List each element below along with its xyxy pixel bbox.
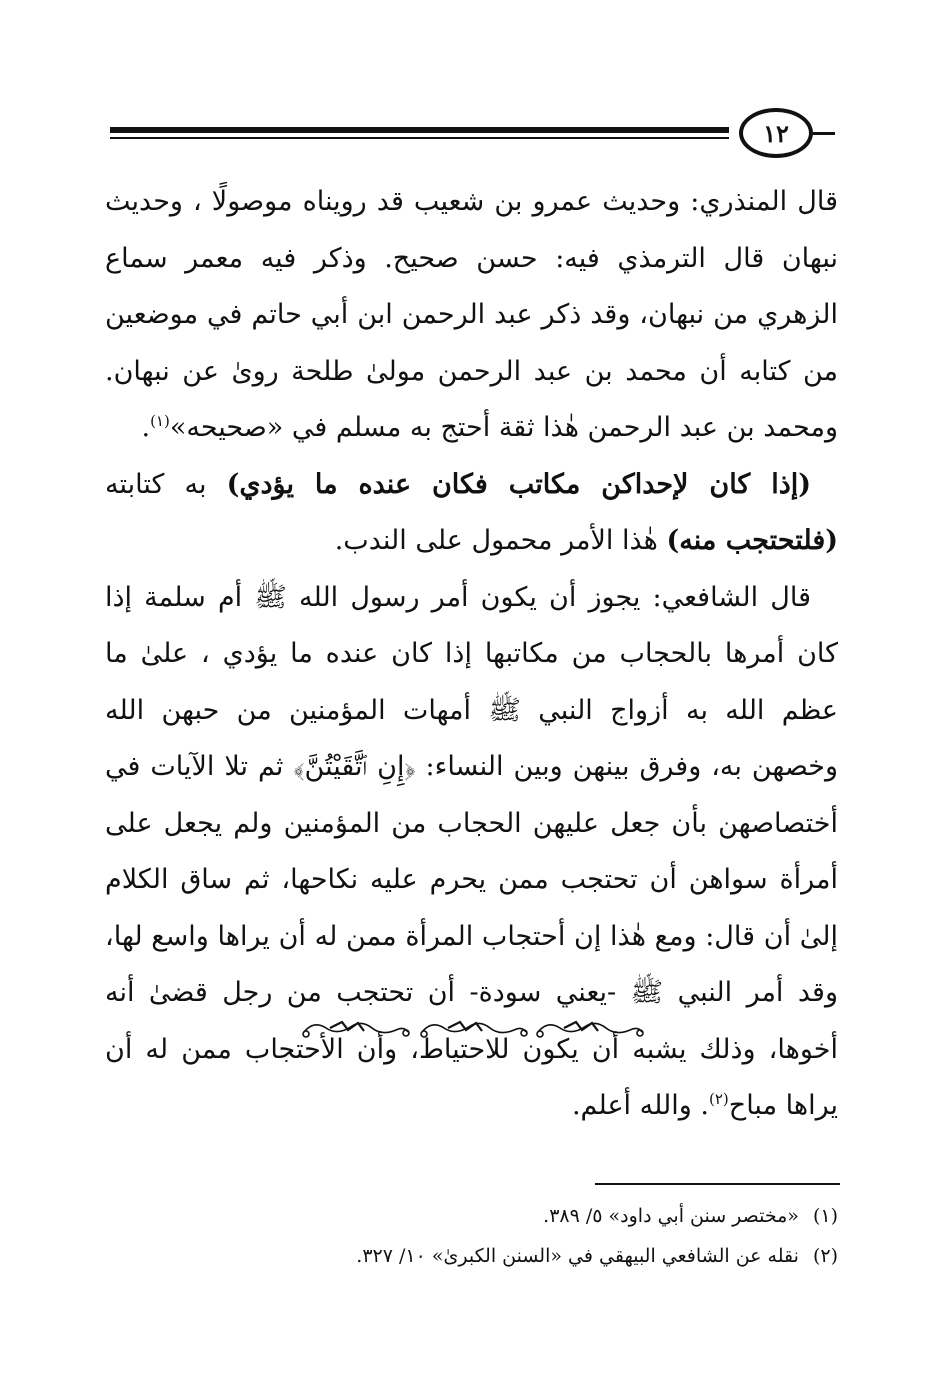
footnote-ref-2: (٢) — [708, 1090, 729, 1108]
main-text — [105, 174, 838, 1135]
footnote-separator — [595, 1183, 840, 1185]
footnote-1 — [105, 1196, 838, 1236]
paragraph-3 — [105, 570, 838, 1135]
header-rule-thin — [110, 137, 729, 139]
hadith-quote-1: (إذا كان لإحداكن مكاتب فكان عنده ما يؤدي) — [226, 468, 811, 500]
hadith-quote-2: (فلتحتجب منه) — [666, 525, 838, 556]
footnote-text: نقله عن الشافعي البيهقي في «السنن الكبرىٰ» ١٠/ ٣٢٧. — [356, 1245, 799, 1267]
ornament-motif — [537, 1022, 643, 1037]
footnote-number: (٢) — [812, 1245, 838, 1267]
paragraph-2-rest: هٰذا الأمر محمول على الندب. — [334, 525, 667, 556]
footnote-text: «مختصر سنن أبي داود» ٥/ ٣٨٩. — [543, 1205, 799, 1227]
header-rule — [110, 127, 729, 133]
page-number: ١٢ — [739, 108, 813, 158]
footnote-2 — [105, 1236, 838, 1276]
header-rule-tail — [813, 132, 835, 135]
footnotes — [105, 1196, 838, 1276]
ornament-motif — [303, 1022, 409, 1037]
paragraph-2 — [105, 457, 838, 570]
ornament-motif — [421, 1022, 527, 1037]
paragraph-1-end: . — [141, 412, 151, 443]
paragraph-1 — [105, 174, 838, 457]
paragraph-3-text: قال الشافعي: يجوز أن يكون أمر رسول الله ﷺ أم سلمة إذا كان أمرها بالحجاب من مكاتبها إذا كان عنده ما يؤدي ، علىٰ ما عظم الله به أزواج النبي ﷺ أمهات المؤمنين من حبهن الله وخصهن به، وفرق بينهن وبين النساء: ﴿إِنِ ٱتَّقَيْتُنَّ﴾ ثم تلا الآيات في أختصاصهن بأن جعل عليهن الحجاب من المؤمنين ولم يجعل على أمرأة سواهن أن تحتجب ممن يحرم عليه نكاحها، ثم ساق الكلام إلىٰ أن قال: ومع هٰذا إن أحتجاب المرأة ممن له أن يراها واسع لها، وقد أمر النبي ﷺ -يعني سودة- أن تحتجب من رجل قضىٰ أنه أخوها، وذلك يشبه أن يكون للاحتياط، وأن الأحتجاب ممن له أن يراها مباح — [105, 581, 838, 1121]
paragraph-3-end: . والله أعلم. — [571, 1090, 709, 1121]
footnote-ref-1: (١) — [150, 412, 170, 430]
page-header — [110, 108, 835, 166]
paragraph-2-mid: به كتابته — [105, 468, 227, 500]
paragraph-1-text: قال المنذري: وحديث عمرو بن شعيب قد رويناه موصولًا ، وحديث نبهان قال الترمذي فيه: حسن صحيح. وذكر فيه معمر سماع الزهري من نبهان، وقد ذكر عبد الرحمن ابن أبي حاتم في موضعين من كتابه أن محمد بن عبد الرحمن مولىٰ طلحة روىٰ عن نبهان. ومحمد بن عبد الرحمن هٰذا ثقة أحتج به مسلم في «صحيحه» — [105, 186, 838, 443]
section-divider-ornament — [300, 1014, 645, 1044]
footnote-number: (١) — [812, 1205, 838, 1227]
